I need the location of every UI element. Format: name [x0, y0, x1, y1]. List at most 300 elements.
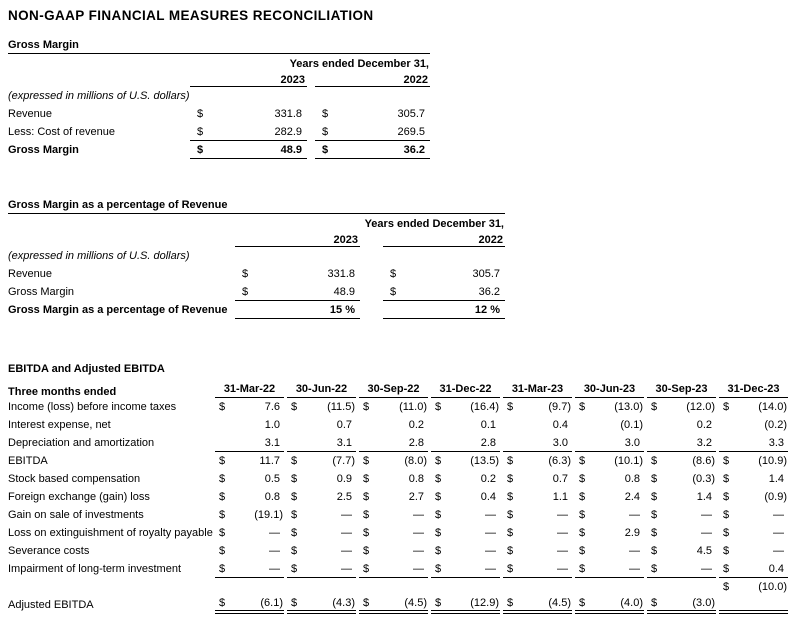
money-cell [503, 434, 572, 452]
cell-value: — [413, 545, 424, 557]
dollar-sign: $ [363, 509, 370, 521]
cell-value: (8.6) [692, 455, 715, 467]
money-cell [575, 524, 644, 542]
row-label: Severance costs [8, 545, 90, 557]
cell-value: (13.0) [614, 401, 643, 413]
cell-value: — [629, 545, 640, 557]
cell-value: (4.3) [332, 597, 355, 609]
row-label: Gain on sale of investments [8, 509, 144, 521]
cell-value: (12.9) [470, 597, 499, 609]
money-cell [359, 488, 428, 506]
money-cell [719, 542, 788, 560]
cell-value: — [485, 545, 496, 557]
table-body [8, 398, 788, 614]
units-note: (expressed in millions of U.S. dollars) [8, 90, 190, 102]
money-cell [719, 488, 788, 506]
period-header: Years ended December 31, [289, 58, 429, 70]
money-cell [575, 542, 644, 560]
cell-value: 3.2 [696, 436, 712, 449]
cell-value: 3.1 [264, 436, 280, 449]
money-cell [235, 283, 360, 301]
dollar-sign: $ [723, 401, 730, 413]
dollar-sign: $ [507, 455, 514, 467]
money-cell [503, 398, 572, 416]
cell-value: 11.7 [259, 455, 280, 467]
dollar-sign: $ [435, 509, 442, 521]
column-header: 31-Dec-23 [719, 381, 788, 398]
money-cell [383, 301, 505, 319]
dollar-sign: $ [651, 491, 658, 503]
money-cell [431, 452, 500, 470]
cell-value: 305.7 [472, 268, 500, 280]
cell-value: 0.7 [336, 419, 352, 431]
money-cell [287, 596, 356, 614]
money-cell [647, 542, 716, 560]
cell-value: 0.2 [480, 473, 496, 485]
money-cell [287, 452, 356, 470]
money-cell [647, 578, 716, 596]
money-cell [719, 596, 788, 614]
money-cell [431, 578, 500, 596]
cell-value: 0.2 [408, 419, 424, 431]
cell-value: 3.0 [552, 436, 568, 449]
table-row [8, 560, 788, 578]
cell-value: 1.4 [696, 491, 712, 503]
money-cell [359, 506, 428, 524]
dollar-sign: $ [322, 125, 329, 138]
cell-value: — [341, 527, 352, 539]
cell-value: — [773, 509, 784, 521]
money-cell [287, 398, 356, 416]
cell-value: 2.8 [480, 436, 496, 449]
money-cell [315, 141, 430, 159]
money-cell [215, 416, 284, 434]
money-cell [383, 283, 505, 301]
cell-value: 1.1 [552, 491, 568, 503]
money-cell [287, 434, 356, 452]
cell-value: 1.4 [768, 473, 784, 485]
money-cell [719, 452, 788, 470]
row-label: Stock based compensation [8, 473, 141, 485]
table-row [8, 265, 505, 283]
money-cell [287, 524, 356, 542]
section-title: Gross Margin as a percentage of Revenue [8, 199, 505, 214]
money-cell [503, 596, 572, 614]
year-column-header: 2023 [190, 74, 307, 87]
dollar-sign: $ [435, 597, 442, 609]
cell-value: 2.7 [408, 491, 424, 503]
money-cell [719, 398, 788, 416]
dollar-sign: $ [435, 401, 442, 413]
cell-value: 36.2 [478, 285, 500, 298]
money-cell [503, 578, 572, 596]
row-label: Depreciation and amortization [8, 437, 155, 449]
year-header-row [8, 231, 505, 247]
dollar-sign: $ [363, 473, 370, 485]
money-cell [647, 416, 716, 434]
dollar-sign: $ [219, 401, 226, 413]
table-row [8, 301, 505, 319]
money-cell [647, 398, 716, 416]
cell-value: 2.9 [624, 527, 640, 539]
period-header: Years ended December 31, [364, 218, 504, 230]
dollar-sign: $ [363, 401, 370, 413]
dollar-sign: $ [363, 455, 370, 467]
money-cell [647, 488, 716, 506]
dollar-sign: $ [507, 545, 514, 557]
section-title: EBITDA and Adjusted EBITDA [8, 363, 165, 375]
row-label: EBITDA [8, 455, 48, 467]
dollar-sign: $ [435, 562, 442, 575]
cell-value: 0.8 [624, 473, 640, 485]
table-row [8, 416, 788, 434]
row-label: Revenue [8, 268, 53, 280]
cell-value: 4.5 [696, 545, 712, 557]
column-header: 30-Jun-22 [287, 381, 356, 398]
cell-value: 305.7 [397, 108, 425, 120]
cell-value: 0.4 [480, 491, 496, 503]
money-cell [503, 452, 572, 470]
money-cell [647, 506, 716, 524]
section-title: Gross Margin [8, 39, 430, 54]
dollar-sign: $ [579, 597, 586, 609]
money-cell [575, 488, 644, 506]
money-cell [359, 470, 428, 488]
money-cell [215, 470, 284, 488]
cell-value: — [341, 545, 352, 557]
money-cell [359, 524, 428, 542]
money-cell [503, 416, 572, 434]
dollar-sign: $ [363, 562, 370, 575]
cell-value: — [557, 545, 568, 557]
money-cell [575, 560, 644, 578]
dollar-sign: $ [435, 473, 442, 485]
cell-value: (11.0) [399, 401, 427, 413]
dollar-sign: $ [651, 401, 658, 413]
year-header-row [8, 71, 430, 87]
money-cell [647, 596, 716, 614]
cell-value: (0.9) [764, 491, 787, 503]
cell-value: — [341, 509, 352, 521]
cell-value: — [413, 509, 424, 521]
cell-value: 2.4 [624, 491, 640, 503]
dollar-sign: $ [579, 473, 586, 485]
cell-value: (13.5) [470, 455, 499, 467]
money-cell [719, 560, 788, 578]
dollar-sign: $ [363, 545, 370, 557]
cell-value: 331.8 [327, 268, 355, 280]
money-cell [575, 398, 644, 416]
money-cell [315, 123, 430, 141]
page-title: NON-GAAP FINANCIAL MEASURES RECONCILIATION [8, 8, 374, 23]
dollar-sign: $ [723, 491, 730, 503]
dollar-sign: $ [579, 562, 586, 575]
dollar-sign: $ [579, 491, 586, 503]
table-row [8, 452, 788, 470]
cell-value: — [269, 545, 280, 557]
dollar-sign: $ [219, 509, 226, 521]
dollar-sign: $ [651, 473, 658, 485]
cell-value: 0.4 [768, 562, 784, 575]
cell-value: (19.1) [254, 509, 283, 521]
money-cell [719, 506, 788, 524]
money-cell [215, 434, 284, 452]
table-row [8, 578, 788, 596]
money-cell [215, 398, 284, 416]
cell-value: — [557, 509, 568, 521]
year-column-header: 2023 [235, 234, 360, 247]
dollar-sign: $ [507, 562, 514, 575]
money-cell [431, 560, 500, 578]
ebitda-table [8, 363, 788, 614]
dollar-sign: $ [219, 527, 226, 539]
dollar-sign: $ [723, 509, 730, 521]
dollar-sign: $ [435, 545, 442, 557]
table-row [8, 488, 788, 506]
money-cell [647, 560, 716, 578]
cell-value: — [773, 527, 784, 539]
dollar-sign: $ [579, 401, 586, 413]
money-cell [235, 301, 360, 319]
cell-value: 1.0 [264, 419, 280, 431]
cell-value: 269.5 [397, 125, 425, 138]
cell-value: (4.5) [404, 597, 427, 609]
money-cell [215, 578, 284, 596]
row-label: Revenue [8, 108, 53, 120]
table-row [8, 470, 788, 488]
money-cell [359, 542, 428, 560]
dollar-sign: $ [651, 509, 658, 521]
cell-value: 0.2 [696, 419, 712, 431]
table-row [8, 506, 788, 524]
money-cell [315, 105, 430, 123]
column-header: 30-Jun-23 [575, 381, 644, 398]
money-cell [235, 265, 360, 283]
money-cell [431, 506, 500, 524]
cell-value: (4.5) [548, 597, 571, 609]
money-cell [287, 560, 356, 578]
dollar-sign: $ [507, 527, 514, 539]
money-cell [359, 560, 428, 578]
dollar-sign: $ [291, 527, 298, 539]
units-note: (expressed in millions of U.S. dollars) [8, 250, 190, 262]
row-header-label: Three months ended [8, 386, 117, 398]
money-cell [215, 506, 284, 524]
table-row [8, 542, 788, 560]
cell-value: — [269, 527, 280, 539]
money-cell [287, 488, 356, 506]
money-cell [190, 105, 307, 123]
money-cell [359, 452, 428, 470]
money-cell [503, 560, 572, 578]
row-label: Interest expense, net [8, 419, 111, 431]
cell-value: (9.7) [548, 401, 571, 413]
dollar-sign: $ [507, 597, 514, 609]
cell-value: — [485, 509, 496, 521]
year-column-header: 2022 [315, 74, 430, 87]
money-cell [719, 470, 788, 488]
cell-value: — [341, 562, 352, 575]
column-header: 31-Mar-23 [503, 381, 572, 398]
money-cell [287, 542, 356, 560]
dollar-sign: $ [291, 473, 298, 485]
dollar-sign: $ [363, 491, 370, 503]
dollar-sign: $ [197, 125, 204, 138]
cell-value: (10.9) [758, 455, 787, 467]
dollar-sign: $ [651, 545, 658, 557]
money-cell [215, 560, 284, 578]
dollar-sign: $ [723, 455, 730, 467]
cell-value: (6.3) [548, 455, 571, 467]
money-cell [215, 542, 284, 560]
money-cell [359, 398, 428, 416]
dollar-sign: $ [435, 491, 442, 503]
money-cell [359, 578, 428, 596]
cell-value: 0.1 [480, 419, 496, 431]
cell-value: 2.8 [408, 436, 424, 449]
money-cell [503, 506, 572, 524]
money-cell [719, 434, 788, 452]
cell-value: (10.0) [758, 581, 787, 593]
cell-value: 2.5 [336, 491, 352, 503]
dollar-sign: $ [322, 108, 329, 120]
money-cell [215, 596, 284, 614]
money-cell [431, 542, 500, 560]
dollar-sign: $ [219, 597, 226, 609]
money-cell [719, 416, 788, 434]
dollar-sign: $ [291, 562, 298, 575]
table-row [8, 283, 505, 301]
money-cell [647, 470, 716, 488]
cell-value: 15 % [329, 303, 355, 316]
cell-value: (0.1) [620, 419, 643, 431]
dollar-sign: $ [579, 527, 586, 539]
cell-value: 3.0 [624, 436, 640, 449]
cell-value: 3.3 [768, 436, 784, 449]
dollar-sign: $ [435, 455, 442, 467]
column-header: 31-Mar-22 [215, 381, 284, 398]
money-cell [287, 506, 356, 524]
cell-value: — [701, 509, 712, 521]
money-cell [431, 398, 500, 416]
column-header: 30-Sep-23 [647, 381, 716, 398]
money-cell [719, 578, 788, 596]
cell-value: — [701, 527, 712, 539]
gross-margin-table [8, 39, 430, 159]
cell-value: 36.2 [403, 143, 425, 156]
dollar-sign: $ [219, 473, 226, 485]
money-cell [215, 452, 284, 470]
table-row [8, 596, 788, 614]
dollar-sign: $ [197, 108, 204, 120]
money-cell [575, 470, 644, 488]
dollar-sign: $ [507, 401, 514, 413]
row-label: Loss on extinguishment of royalty payable [8, 527, 213, 539]
dollar-sign: $ [291, 545, 298, 557]
money-cell [287, 416, 356, 434]
dollar-sign: $ [651, 455, 658, 467]
dollar-sign: $ [291, 455, 298, 467]
money-cell [431, 524, 500, 542]
money-cell [359, 596, 428, 614]
money-cell [575, 452, 644, 470]
cell-value: (14.0) [758, 401, 787, 413]
money-cell [647, 524, 716, 542]
table-row [8, 141, 430, 159]
money-cell [190, 141, 307, 159]
money-cell [287, 470, 356, 488]
cell-value: — [485, 527, 496, 539]
cell-value: 0.4 [552, 419, 568, 431]
table-row [8, 123, 430, 141]
money-cell [575, 596, 644, 614]
dollar-sign: $ [219, 455, 226, 467]
money-cell [190, 123, 307, 141]
money-cell [359, 416, 428, 434]
table-body [8, 265, 505, 319]
money-cell [383, 265, 505, 283]
money-cell [503, 470, 572, 488]
money-cell [575, 506, 644, 524]
row-label: Income (loss) before income taxes [8, 401, 177, 413]
column-header-row [8, 381, 788, 398]
dollar-sign: $ [579, 545, 586, 557]
dollar-sign: $ [651, 597, 658, 609]
table-body [8, 105, 430, 159]
cell-value: (0.2) [764, 419, 787, 431]
column-header: 31-Dec-22 [431, 381, 500, 398]
gross-margin-percentage-table [8, 199, 505, 319]
cell-value: — [701, 562, 712, 575]
dollar-sign: $ [390, 285, 397, 298]
dollar-sign: $ [291, 491, 298, 503]
row-label: Foreign exchange (gain) loss [8, 491, 150, 503]
cell-value: (3.0) [692, 597, 715, 609]
money-cell [647, 452, 716, 470]
row-label: Gross Margin [8, 286, 75, 298]
cell-value: — [485, 562, 496, 575]
row-label: Adjusted EBITDA [8, 599, 94, 611]
dollar-sign: $ [219, 491, 226, 503]
money-cell [575, 578, 644, 596]
money-cell [359, 434, 428, 452]
dollar-sign: $ [651, 527, 658, 539]
money-cell [503, 542, 572, 560]
column-header: 30-Sep-22 [359, 381, 428, 398]
cell-value: — [413, 527, 424, 539]
cell-value: (8.0) [404, 455, 427, 467]
year-column-header: 2022 [383, 234, 505, 247]
cell-value: — [269, 562, 280, 575]
dollar-sign: $ [723, 562, 730, 575]
cell-value: 0.9 [336, 473, 352, 485]
cell-value: (0.3) [692, 473, 715, 485]
cell-value: 48.9 [280, 143, 302, 156]
cell-value: (10.1) [614, 455, 643, 467]
money-cell [647, 434, 716, 452]
dollar-sign: $ [242, 285, 249, 298]
cell-value: — [629, 509, 640, 521]
cell-value: 12 % [474, 303, 500, 316]
money-cell [575, 416, 644, 434]
cell-value: 7.6 [264, 401, 280, 413]
cell-value: — [773, 545, 784, 557]
dollar-sign: $ [363, 527, 370, 539]
cell-value: 0.7 [552, 473, 568, 485]
dollar-sign: $ [507, 509, 514, 521]
cell-value: (6.1) [260, 597, 283, 609]
money-cell [719, 524, 788, 542]
